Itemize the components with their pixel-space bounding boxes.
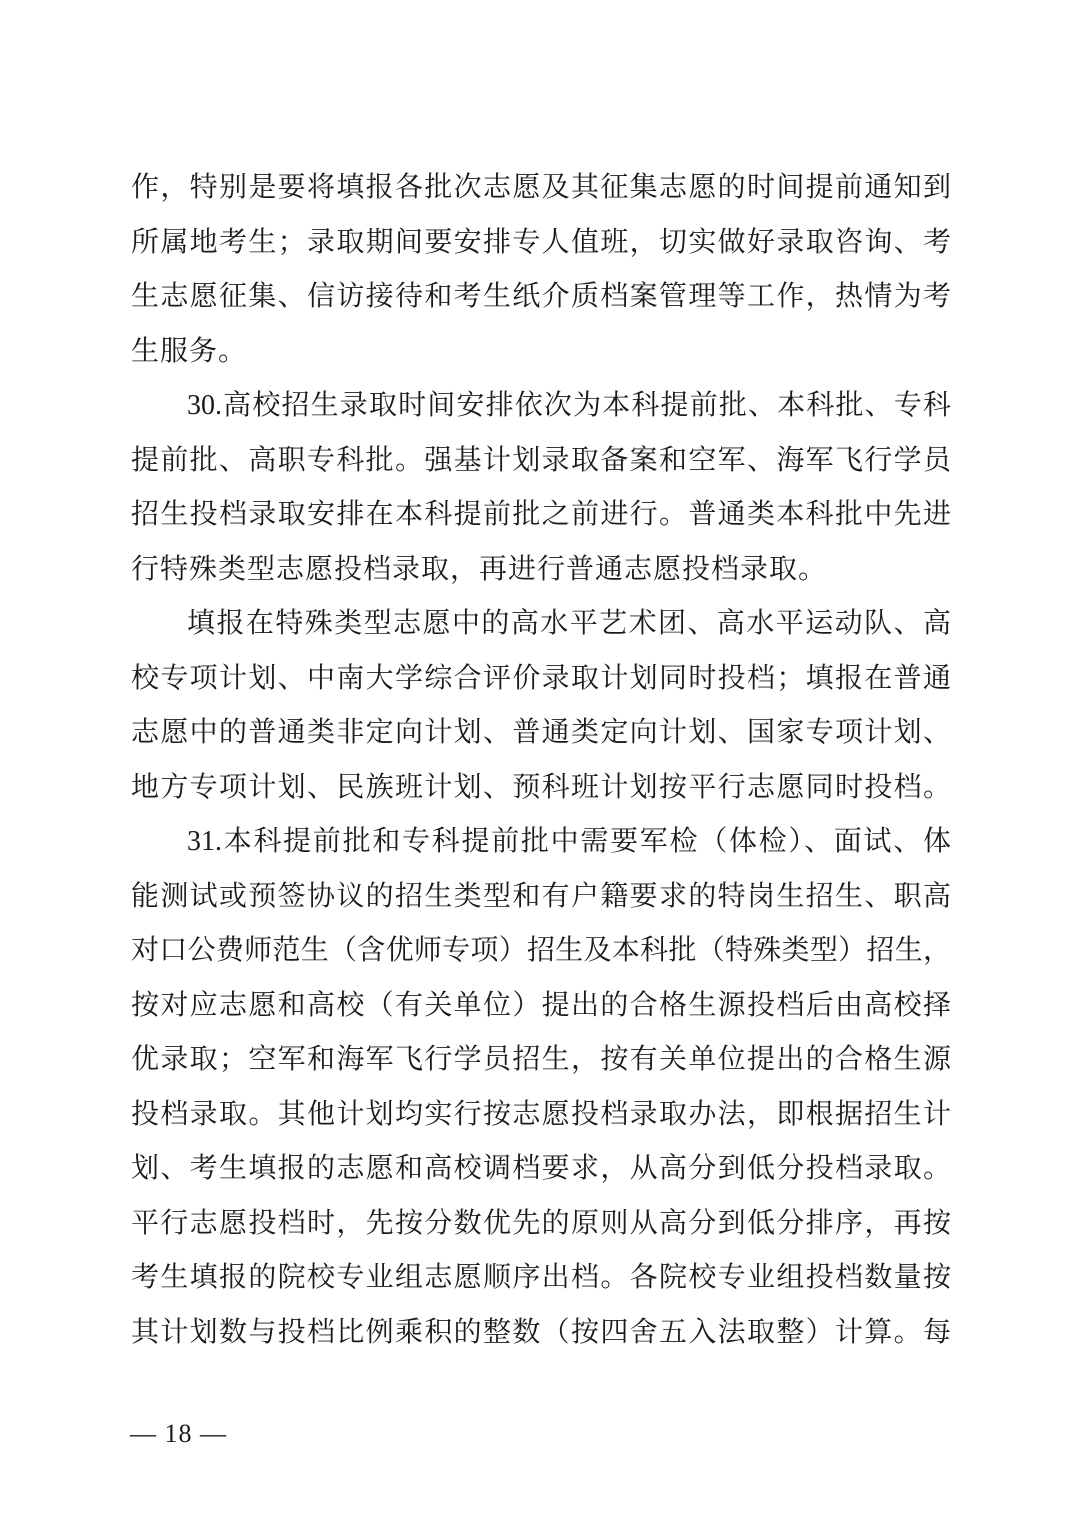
text-line: 校专项计划、中南大学综合评价录取计划同时投档；填报在普通 bbox=[131, 662, 951, 694]
text-line: 提前批、高职专科批。强基计划录取备案和空军、海军飞行学员 bbox=[131, 444, 951, 476]
text-line: 招生投档录取安排在本科提前批之前进行。普通类本科批中先进 bbox=[131, 499, 951, 530]
text-line: 平行志愿投档时，先按分数优先的原则从高分到低分排序，再按 bbox=[131, 1207, 951, 1239]
text-line: 对口公费师范生（含优师专项）招生及本科批（特殊类型）招生， bbox=[131, 935, 951, 966]
text-line: 志愿中的普通类非定向计划、普通类定向计划、国家专项计划、 bbox=[131, 717, 951, 748]
text-line: 所属地考生；录取期间要安排专人值班，切实做好录取咨询、考 bbox=[131, 226, 951, 258]
text-line: 投档录取。其他计划均实行按志愿投档录取办法，即根据招生计 bbox=[131, 1098, 951, 1130]
text-line: 生服务。 bbox=[131, 335, 248, 367]
paragraph-30-start: 30.高校招生录取时间安排依次为本科提前批、本科批、专科 bbox=[187, 390, 951, 421]
paragraph-31-start: 31.本科提前批和专科提前批中需要军检（体检）、面试、体 bbox=[187, 826, 951, 857]
document-body bbox=[131, 161, 951, 1360]
page-number: — 18 — bbox=[130, 1419, 227, 1448]
text-line: 按对应志愿和高校（有关单位）提出的合格生源投档后由高校择 bbox=[131, 989, 951, 1021]
text-line: 地方专项计划、民族班计划、预科班计划按平行志愿同时投档。 bbox=[131, 771, 951, 803]
text-line: 考生填报的院校专业组志愿顺序出档。各院校专业组投档数量按 bbox=[131, 1262, 951, 1293]
text-line: 行特殊类型志愿投档录取，再进行普通志愿投档录取。 bbox=[131, 553, 828, 585]
text-line: 生志愿征集、信访接待和考生纸介质档案管理等工作，热情为考 bbox=[131, 281, 951, 312]
text-line: 作，特别是要将填报各批次志愿及其征集志愿的时间提前通知到 bbox=[131, 172, 951, 203]
text-line: 能测试或预签协议的招生类型和有户籍要求的特岗生招生、职高 bbox=[131, 880, 951, 912]
text-line: 优录取；空军和海军飞行学员招生，按有关单位提出的合格生源 bbox=[131, 1044, 951, 1075]
paragraph-start: 填报在特殊类型志愿中的高水平艺术团、高水平运动队、高 bbox=[187, 608, 951, 639]
text-line: 划、考生填报的志愿和高校调档要求，从高分到低分投档录取。 bbox=[131, 1153, 951, 1184]
text-line: 其计划数与投档比例乘积的整数（按四舍五入法取整）计算。每 bbox=[131, 1316, 951, 1348]
